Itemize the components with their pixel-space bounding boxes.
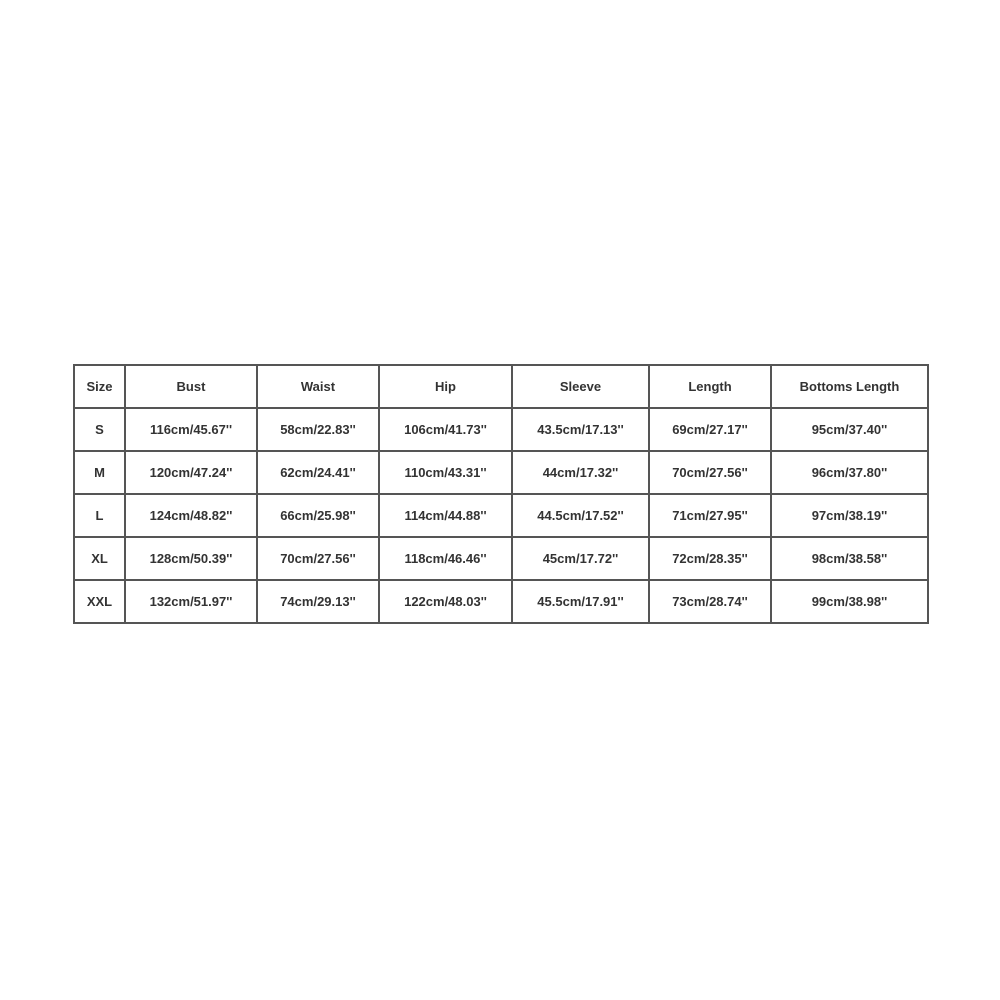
cell-length: 69cm/27.17'' bbox=[649, 408, 771, 451]
header-size: Size bbox=[74, 365, 125, 408]
cell-bust: 132cm/51.97'' bbox=[125, 580, 257, 623]
size-chart-table bbox=[73, 364, 929, 624]
table-row bbox=[74, 537, 928, 580]
header-waist: Waist bbox=[257, 365, 379, 408]
cell-waist: 70cm/27.56'' bbox=[257, 537, 379, 580]
cell-waist: 58cm/22.83'' bbox=[257, 408, 379, 451]
table-row bbox=[74, 408, 928, 451]
cell-size: S bbox=[74, 408, 125, 451]
cell-waist: 74cm/29.13'' bbox=[257, 580, 379, 623]
cell-sleeve: 45.5cm/17.91'' bbox=[512, 580, 649, 623]
header-length: Length bbox=[649, 365, 771, 408]
table-header-row bbox=[74, 365, 928, 408]
cell-bust: 120cm/47.24'' bbox=[125, 451, 257, 494]
header-sleeve: Sleeve bbox=[512, 365, 649, 408]
cell-bust: 128cm/50.39'' bbox=[125, 537, 257, 580]
cell-hip: 122cm/48.03'' bbox=[379, 580, 512, 623]
cell-length: 70cm/27.56'' bbox=[649, 451, 771, 494]
cell-sleeve: 44.5cm/17.52'' bbox=[512, 494, 649, 537]
cell-sleeve: 43.5cm/17.13'' bbox=[512, 408, 649, 451]
table-row bbox=[74, 494, 928, 537]
cell-bottoms-length: 96cm/37.80'' bbox=[771, 451, 928, 494]
cell-bust: 124cm/48.82'' bbox=[125, 494, 257, 537]
header-bottoms-length: Bottoms Length bbox=[771, 365, 928, 408]
cell-sleeve: 45cm/17.72'' bbox=[512, 537, 649, 580]
table-row bbox=[74, 451, 928, 494]
cell-sleeve: 44cm/17.32'' bbox=[512, 451, 649, 494]
header-bust: Bust bbox=[125, 365, 257, 408]
header-hip: Hip bbox=[379, 365, 512, 408]
cell-length: 72cm/28.35'' bbox=[649, 537, 771, 580]
cell-bust: 116cm/45.67'' bbox=[125, 408, 257, 451]
cell-waist: 66cm/25.98'' bbox=[257, 494, 379, 537]
cell-bottoms-length: 99cm/38.98'' bbox=[771, 580, 928, 623]
cell-length: 71cm/27.95'' bbox=[649, 494, 771, 537]
cell-size: XXL bbox=[74, 580, 125, 623]
cell-size: M bbox=[74, 451, 125, 494]
cell-length: 73cm/28.74'' bbox=[649, 580, 771, 623]
table-row bbox=[74, 580, 928, 623]
cell-bottoms-length: 98cm/38.58'' bbox=[771, 537, 928, 580]
cell-hip: 106cm/41.73'' bbox=[379, 408, 512, 451]
cell-hip: 114cm/44.88'' bbox=[379, 494, 512, 537]
cell-size: L bbox=[74, 494, 125, 537]
cell-size: XL bbox=[74, 537, 125, 580]
cell-hip: 118cm/46.46'' bbox=[379, 537, 512, 580]
cell-bottoms-length: 95cm/37.40'' bbox=[771, 408, 928, 451]
cell-bottoms-length: 97cm/38.19'' bbox=[771, 494, 928, 537]
cell-hip: 110cm/43.31'' bbox=[379, 451, 512, 494]
cell-waist: 62cm/24.41'' bbox=[257, 451, 379, 494]
